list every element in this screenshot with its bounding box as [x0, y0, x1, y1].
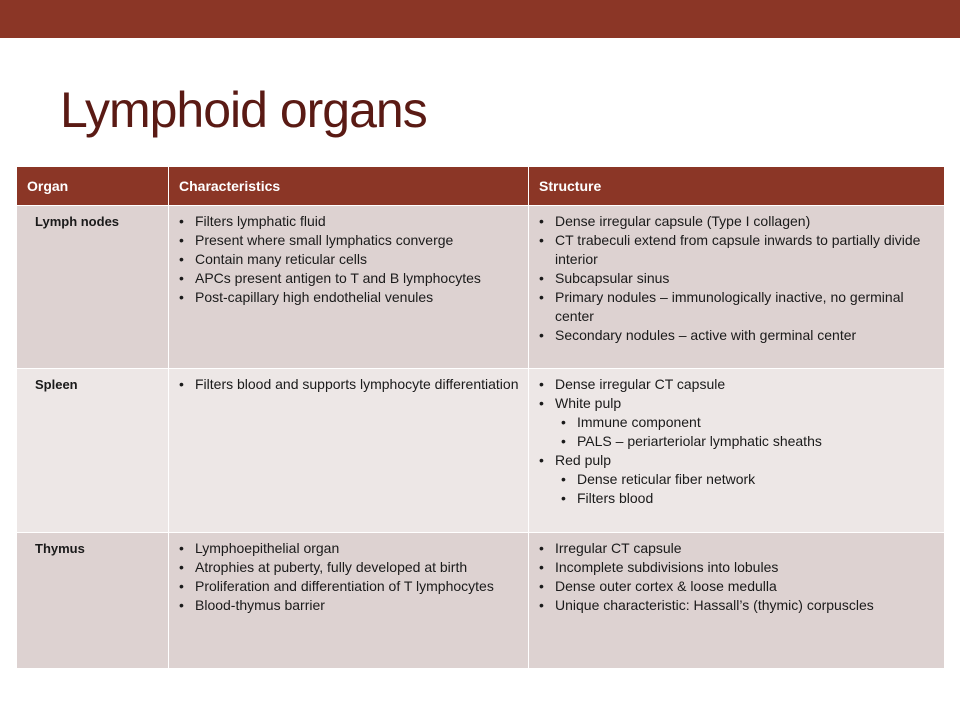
list-item: • Atrophies at puberty, fully developed at birth: [195, 558, 520, 577]
list-item: • Dense irregular CT capsule: [555, 375, 936, 394]
list-item: • Irregular CT capsule: [555, 539, 936, 558]
white-pulp-sublist: [529, 413, 944, 451]
header-structure: Structure: [529, 167, 945, 206]
characteristics-list: [169, 212, 528, 307]
list-item: • Subcapsular sinus: [555, 269, 936, 288]
sub-list-item: • Immune component: [577, 413, 944, 432]
characteristics-cell: [169, 369, 529, 533]
characteristics-cell: [169, 533, 529, 669]
structure-cell: [529, 533, 945, 669]
list-item-label: White pulp: [555, 395, 622, 411]
table-header-row: [17, 167, 945, 206]
list-item: • Present where small lymphatics converge: [195, 231, 520, 250]
structure-list: [529, 212, 944, 345]
characteristics-list: [169, 539, 528, 615]
organ-cell: Spleen: [17, 369, 169, 533]
list-item: [555, 451, 936, 470]
list-item: • Secondary nodules – active with germinal center: [555, 326, 936, 345]
header-organ: Organ: [17, 167, 169, 206]
structure-list: [529, 451, 944, 470]
sub-list-item: • PALS – periarteriolar lymphatic sheaths: [577, 432, 944, 451]
list-item: • Post-capillary high endothelial venules: [195, 288, 520, 307]
characteristics-cell: [169, 206, 529, 369]
characteristics-list: [169, 375, 528, 394]
list-item: • Filters blood and supports lymphocyte differentiation: [195, 375, 520, 394]
structure-list: [529, 375, 944, 413]
sub-list-item: • Dense reticular fiber network: [577, 470, 944, 489]
red-pulp-sublist: [529, 470, 944, 508]
table-row: [17, 206, 945, 369]
structure-cell: [529, 369, 945, 533]
list-item: • Primary nodules – immunologically inactive, no germinal center: [555, 288, 936, 326]
list-item-label: Red pulp: [555, 452, 612, 468]
list-item: [555, 394, 936, 413]
lymphoid-organs-table: [16, 166, 945, 669]
slide-title: Lymphoid organs: [60, 82, 427, 138]
list-item: • Blood-thymus barrier: [195, 596, 520, 615]
structure-cell: [529, 206, 945, 369]
header-characteristics: Characteristics: [169, 167, 529, 206]
list-item: • APCs present antigen to T and B lymphocytes: [195, 269, 520, 288]
table-row: [17, 369, 945, 533]
organ-cell: Lymph nodes: [17, 206, 169, 369]
list-item: • Dense outer cortex & loose medulla: [555, 577, 936, 596]
list-item: • Contain many reticular cells: [195, 250, 520, 269]
list-item: • Unique characteristic: Hassall’s (thymic) corpuscles: [555, 596, 936, 615]
sub-list-item: • Filters blood: [577, 489, 944, 508]
organ-cell: Thymus: [17, 533, 169, 669]
structure-list: [529, 539, 944, 615]
list-item: • Proliferation and differentiation of T lymphocytes: [195, 577, 520, 596]
table-row: [17, 533, 945, 669]
list-item: • Filters lymphatic fluid: [195, 212, 520, 231]
list-item: • Lymphoepithelial organ: [195, 539, 520, 558]
list-item: • Dense irregular capsule (Type I collagen): [555, 212, 936, 231]
list-item: • CT trabeculi extend from capsule inwards to partially divide interior: [555, 231, 936, 269]
list-item: • Incomplete subdivisions into lobules: [555, 558, 936, 577]
top-accent-bar: [0, 0, 960, 38]
